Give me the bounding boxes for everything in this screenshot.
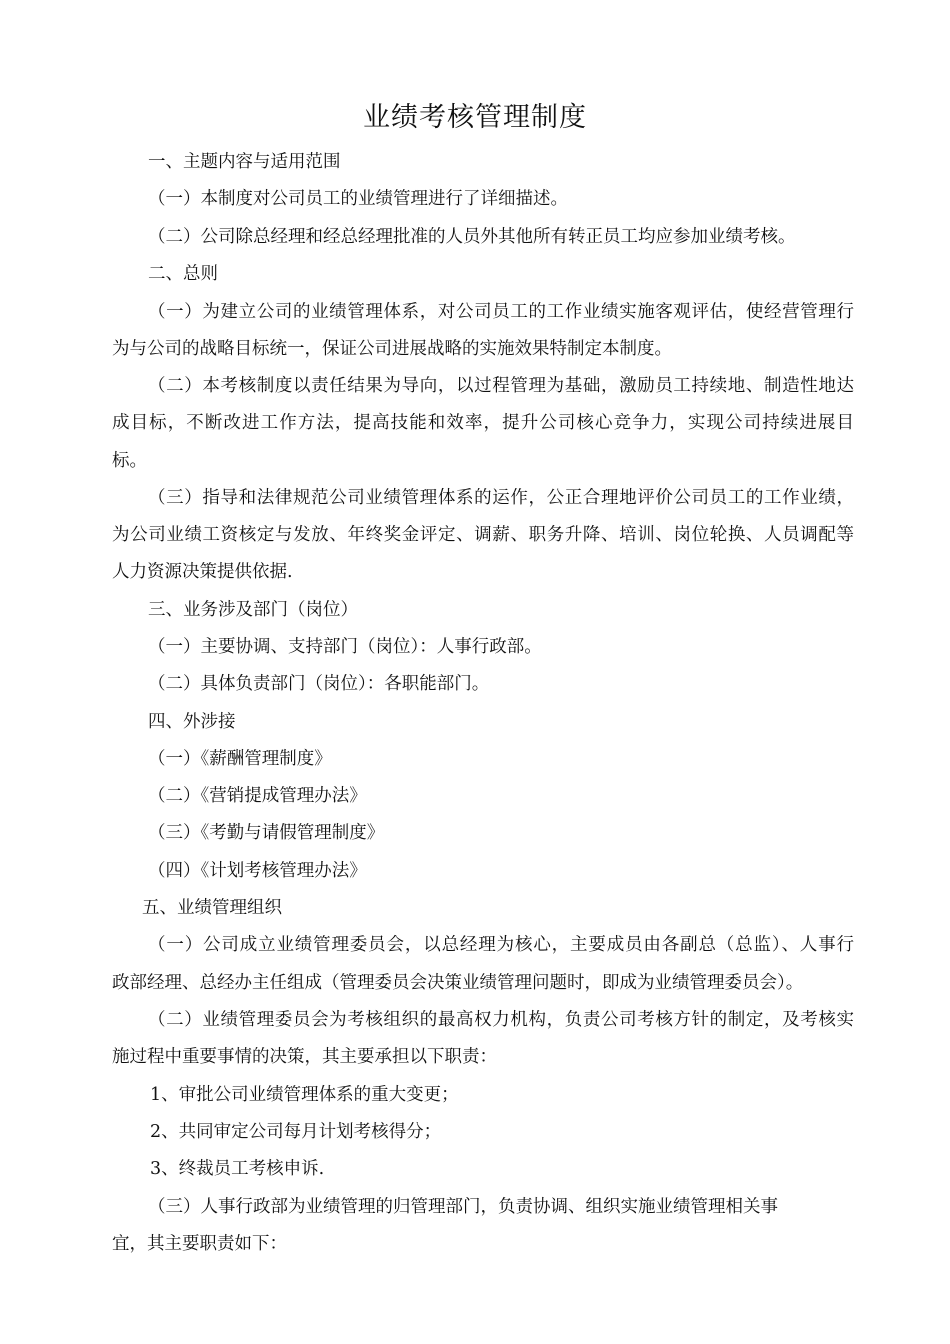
section-heading: 二、总则 [148, 264, 218, 284]
paragraph-line: 人力资源决策提供依据. [112, 562, 293, 582]
paragraph-line: 政部经理、总经办主任组成（管理委员会决策业绩管理问题时，即成为业绩管理委员会）。 [112, 973, 804, 993]
paragraph-line: 为公司业绩工资核定与发放、年终奖金评定、调薪、职务升降、培训、岗位轮换、人员调配等 [112, 525, 854, 545]
document-title: 业绩考核管理制度 [363, 102, 587, 133]
paragraph-line: 成目标，不断改进工作方法，提高技能和效率，提升公司核心竞争力，实现公司持续进展目 [112, 413, 854, 433]
list-item: 2、共同审定公司每月计划考核得分； [150, 1122, 442, 1142]
paragraph-line: 为与公司的战略目标统一，保证公司进展战略的实施效果特制定本制度。 [112, 339, 672, 359]
paragraph-line: （一）公司成立业绩管理委员会，以总经理为核心，主要成员由各副总（总监）、人事行 [148, 935, 854, 955]
list-item: （一）《薪酬管理制度》 [148, 749, 332, 769]
paragraph-line: 标。 [112, 451, 147, 471]
paragraph-line: （一）本制度对公司员工的业绩管理进行了详细描述。 [148, 189, 568, 209]
paragraph-line: （一）主要协调、支持部门（岗位）：人事行政部。 [148, 637, 542, 657]
paragraph-line: （二）具体负责部门（岗位）：各职能部门。 [148, 674, 490, 694]
list-item: （四）《计划考核管理办法》 [148, 861, 367, 881]
section-heading: 五、业绩管理组织 [142, 898, 282, 918]
paragraph-line: （三）人事行政部为业绩管理的归管理部门，负责协调、组织实施业绩管理相关事 [148, 1197, 778, 1217]
paragraph-line: （二）公司除总经理和经总经理批准的人员外其他所有转正员工均应参加业绩考核。 [148, 227, 796, 247]
paragraph-line: （三）指导和法律规范公司业绩管理体系的运作，公正合理地评价公司员工的工作业绩， [148, 488, 854, 508]
section-heading: 三、业务涉及部门（岗位） [148, 600, 358, 620]
section-heading: 一、主题内容与适用范围 [148, 152, 341, 172]
paragraph-line: （二）业绩管理委员会为考核组织的最高权力机构，负责公司考核方针的制定，及考核实 [148, 1010, 854, 1030]
paragraph-line: （二）本考核制度以责任结果为导向，以过程管理为基础，激励员工持续地、制造性地达 [148, 376, 854, 396]
list-item: 3、终裁员工考核申诉. [150, 1159, 325, 1179]
list-item: （二）《营销提成管理办法》 [148, 786, 367, 806]
list-item: （三）《考勤与请假管理制度》 [148, 823, 385, 843]
paragraph-line: （一）为建立公司的业绩管理体系，对公司员工的工作业绩实施客观评估，使经营管理行 [148, 302, 854, 322]
list-item: 1、审批公司业绩管理体系的重大变更； [150, 1085, 459, 1105]
section-heading: 四、外涉接 [148, 712, 236, 732]
paragraph-line: 施过程中重要事情的决策，其主要承担以下职责： [112, 1047, 497, 1067]
paragraph-line: 宜，其主要职责如下： [112, 1234, 287, 1254]
